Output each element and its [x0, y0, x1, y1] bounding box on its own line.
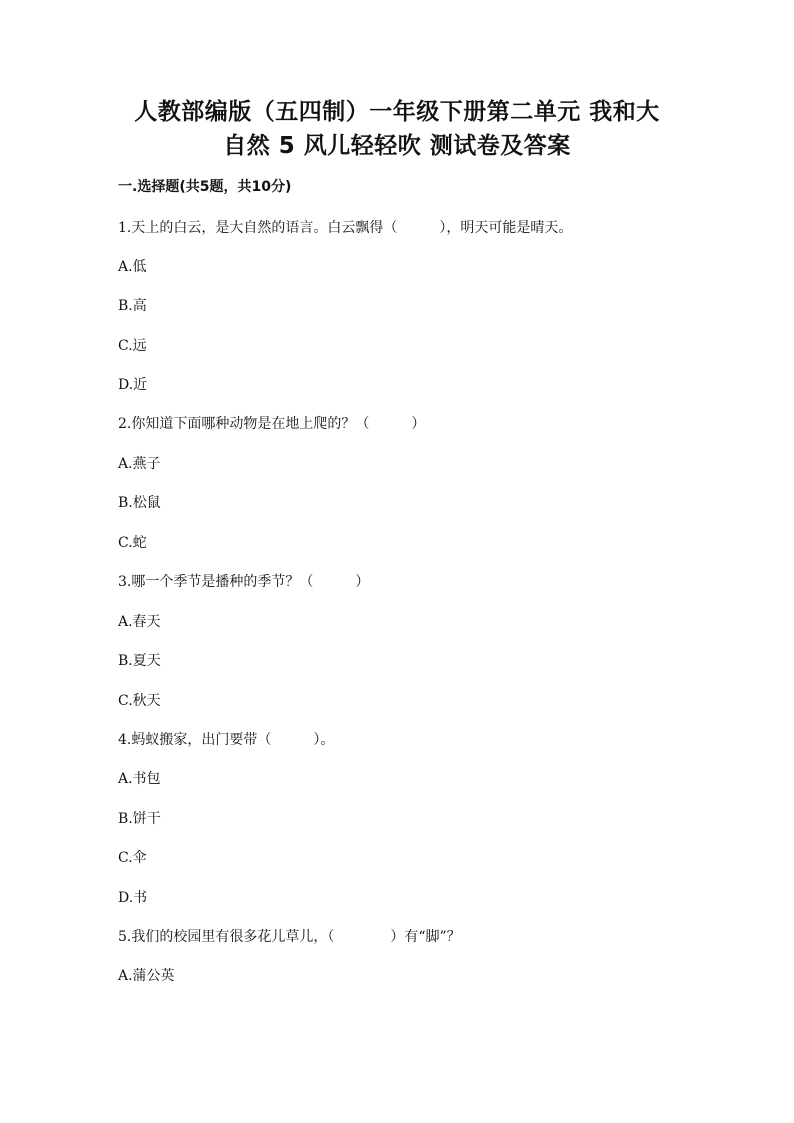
question-2-option-a: A.燕子 — [118, 456, 161, 472]
question-1-stem: 1.天上的白云，是大自然的语言。白云飘得（ ），明天可能是晴天。 — [118, 220, 573, 236]
question-1-option-d: D.近 — [118, 377, 148, 393]
document-title-line-1: 人教部编版（五四制）一年级下册第二单元 我和大 — [134, 99, 660, 125]
question-4-option-b: B.饼干 — [118, 811, 161, 827]
question-4-option-d: D.书 — [118, 890, 148, 906]
question-2-option-c: C.蛇 — [118, 535, 147, 551]
question-4-stem: 4.蚂蚁搬家，出门要带（ ）。 — [118, 732, 335, 748]
question-5-option-a: A.蒲公英 — [118, 968, 175, 984]
question-2-stem: 2.你知道下面哪种动物是在地上爬的？（ ） — [118, 416, 426, 432]
question-2-option-b: B.松鼠 — [118, 495, 161, 511]
question-3-option-a: A.春天 — [118, 614, 161, 630]
question-1-option-c: C.远 — [118, 338, 147, 354]
question-3-option-b: B.夏天 — [118, 653, 161, 669]
question-1-option-b: B.高 — [118, 298, 147, 314]
question-4-option-a: A.书包 — [118, 771, 161, 787]
question-5-stem: 5.我们的校园里有很多花儿草儿，（ ）有“脚”？ — [118, 929, 461, 945]
question-1-option-a: A.低 — [118, 259, 147, 275]
question-3-stem: 3.哪一个季节是播种的季节？（ ） — [118, 574, 370, 590]
document-title-line-2: 自然 5 风儿轻轻吹 测试卷及答案 — [223, 133, 571, 159]
question-4-option-c: C.伞 — [118, 850, 147, 866]
question-3-option-c: C.秋天 — [118, 693, 161, 709]
section-heading: 一.选择题(共5题，共10分) — [118, 179, 292, 195]
